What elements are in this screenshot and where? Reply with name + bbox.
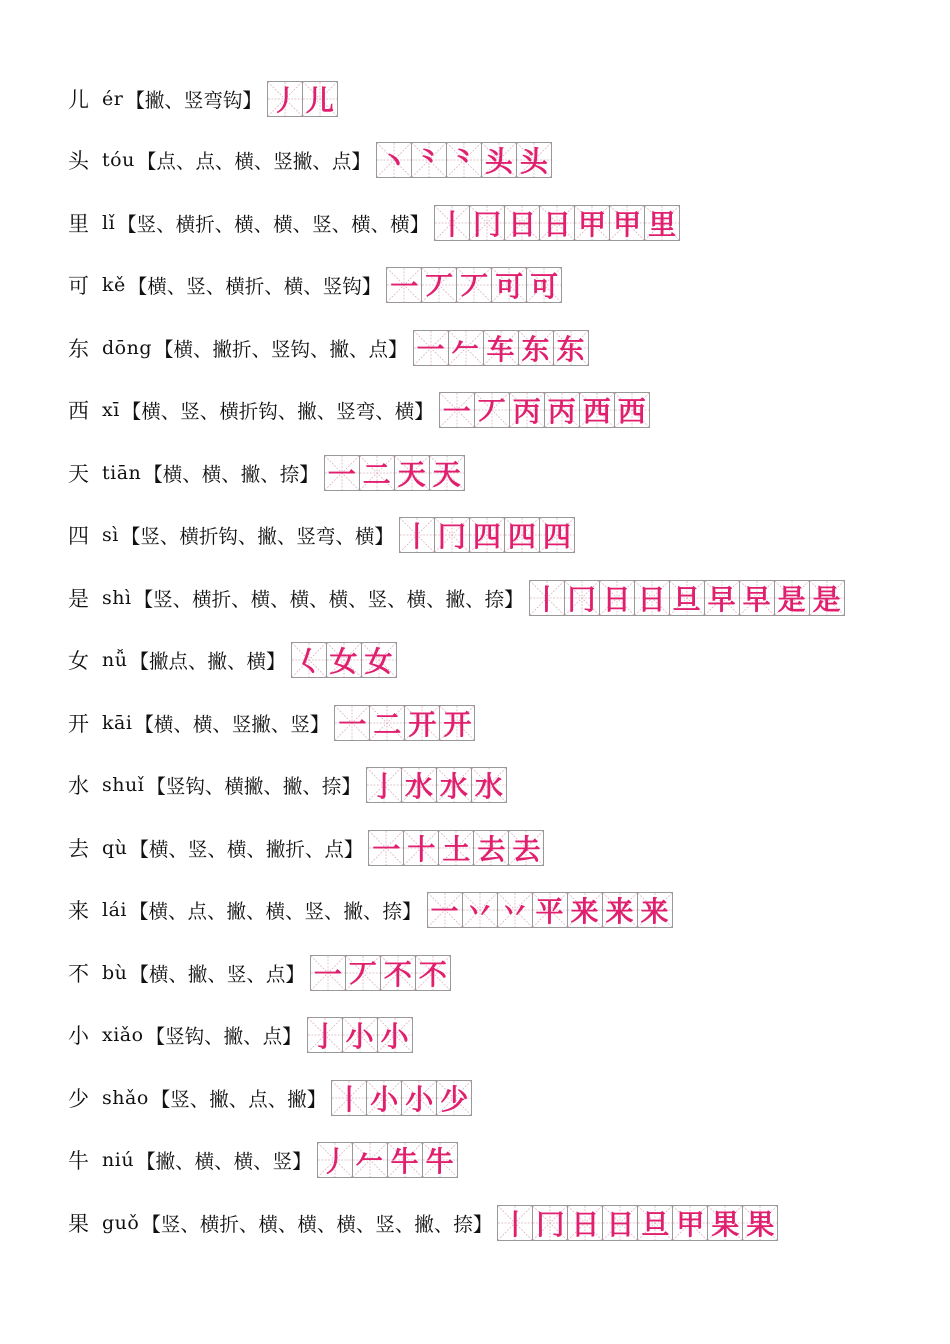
stroke-names: 【竖、横折、横、横、横、竖、撇、捺】 — [141, 1213, 493, 1236]
pinyin: xiǎo — [102, 1024, 144, 1046]
stroke-step-glyph: 丨 — [501, 1208, 530, 1241]
stroke-step-box — [704, 580, 740, 616]
stroke-step-box — [739, 580, 775, 616]
stroke-step-box — [446, 142, 482, 178]
stroke-step-glyph: 甲 — [578, 208, 607, 241]
stroke-step-glyph: 西 — [617, 395, 646, 428]
stroke-step-glyph: 小 — [370, 1083, 399, 1116]
pinyin: guǒ — [102, 1212, 140, 1234]
stroke-step-glyph: 可 — [530, 270, 559, 303]
stroke-step-glyph: 是 — [812, 583, 841, 616]
stroke-step-box — [504, 205, 540, 241]
stroke-step-box — [809, 580, 845, 616]
stroke-names: 【竖、撇、点、撇】 — [150, 1088, 327, 1111]
stroke-step-glyph: 丆 — [460, 270, 489, 303]
stroke-step-glyph: 一 — [390, 270, 419, 303]
stroke-step-box — [345, 955, 381, 991]
stroke-order-grid — [318, 1142, 458, 1178]
stroke-step-box — [359, 455, 395, 491]
stroke-step-box — [369, 705, 405, 741]
stroke-names: 【横、横、撇、捺】 — [143, 463, 319, 486]
stroke-step-glyph: 丿 — [270, 84, 299, 117]
stroke-step-box — [473, 830, 509, 866]
character: 不 — [68, 962, 89, 986]
stroke-step-glyph: 一 — [430, 895, 459, 928]
stroke-step-box — [529, 580, 565, 616]
stroke-step-glyph: 小 — [380, 1020, 409, 1053]
stroke-names: 【撇点、撇、横】 — [129, 650, 286, 673]
stroke-step-glyph: 𠂉 — [451, 333, 480, 366]
stroke-step-box — [491, 267, 527, 303]
character: 西 — [68, 399, 89, 423]
character: 小 — [68, 1024, 89, 1048]
stroke-step-glyph: 开 — [408, 708, 437, 741]
stroke-step-glyph: 亅 — [310, 1020, 339, 1053]
character-row — [68, 80, 338, 118]
stroke-step-glyph: 头 — [484, 145, 513, 178]
stroke-step-box — [456, 267, 492, 303]
stroke-step-box — [567, 892, 603, 928]
stroke-step-glyph: 冂 — [473, 208, 502, 241]
stroke-names: 【撇、横、横、竖】 — [136, 1150, 312, 1173]
character: 东 — [68, 337, 89, 361]
stroke-step-box — [429, 455, 465, 491]
stroke-step-box — [394, 455, 430, 491]
stroke-step-box — [399, 517, 435, 553]
stroke-step-glyph: 一 — [327, 458, 356, 491]
pinyin: qù — [102, 837, 128, 859]
stroke-step-box — [539, 517, 575, 553]
character: 天 — [68, 462, 89, 486]
stroke-step-glyph: 西 — [582, 395, 611, 428]
stroke-step-box — [497, 892, 533, 928]
stroke-step-glyph: 来 — [605, 895, 634, 928]
stroke-step-box — [637, 892, 673, 928]
stroke-step-glyph: 是 — [777, 583, 806, 616]
character-row — [68, 954, 451, 992]
character-row — [68, 204, 680, 242]
stroke-step-glyph: 二 — [373, 708, 402, 741]
stroke-names: 【竖、横折、横、横、竖、横、横】 — [117, 213, 430, 236]
stroke-step-box — [302, 81, 338, 117]
stroke-step-glyph: 丨 — [438, 208, 467, 241]
stroke-step-glyph: 一 — [442, 395, 471, 428]
character-row — [68, 579, 845, 617]
stroke-step-box — [413, 330, 449, 366]
stroke-step-box — [386, 267, 422, 303]
stroke-step-box — [462, 892, 498, 928]
stroke-step-box — [602, 1205, 638, 1241]
stroke-step-glyph: 十 — [407, 833, 436, 866]
character-row — [68, 391, 650, 429]
stroke-step-box — [509, 392, 545, 428]
stroke-step-box — [334, 705, 370, 741]
character: 去 — [68, 837, 89, 861]
stroke-step-glyph: 早 — [742, 583, 771, 616]
stroke-step-box — [602, 892, 638, 928]
stroke-step-glyph: 丨 — [335, 1083, 364, 1116]
stroke-step-glyph: 小 — [345, 1020, 374, 1053]
stroke-step-box — [401, 1080, 437, 1116]
stroke-step-box — [599, 580, 635, 616]
character: 果 — [68, 1212, 89, 1236]
stroke-step-glyph: ⺀ — [449, 145, 478, 178]
stroke-step-box — [497, 1205, 533, 1241]
stroke-step-glyph: 开 — [443, 708, 472, 741]
stroke-step-glyph: 甲 — [676, 1208, 705, 1241]
stroke-step-glyph: 不 — [418, 958, 447, 991]
pinyin: tiān — [102, 462, 142, 484]
stroke-names: 【横、竖、横、撇折、点】 — [129, 838, 364, 861]
stroke-step-glyph: 冂 — [437, 520, 466, 553]
character: 水 — [68, 774, 89, 798]
stroke-step-box — [422, 1142, 458, 1178]
stroke-step-box — [707, 1205, 743, 1241]
pinyin: nǚ — [102, 649, 128, 671]
stroke-order-grid — [440, 392, 650, 428]
stroke-step-box — [436, 1080, 472, 1116]
stroke-step-box — [669, 580, 705, 616]
stroke-step-glyph: 里 — [648, 208, 677, 241]
stroke-step-glyph: 四 — [507, 520, 536, 553]
stroke-step-glyph: 丶 — [379, 145, 408, 178]
stroke-step-glyph: 一 — [416, 333, 445, 366]
stroke-step-glyph: 四 — [542, 520, 571, 553]
character-row — [68, 891, 673, 929]
stroke-names: 【撇、竖弯钩】 — [125, 89, 262, 112]
stroke-step-box — [518, 330, 554, 366]
character-row — [68, 266, 562, 304]
pinyin: niú — [102, 1149, 135, 1171]
stroke-order-grid — [498, 1205, 778, 1241]
stroke-order-grid — [268, 81, 338, 117]
stroke-step-box — [448, 330, 484, 366]
stroke-step-box — [439, 705, 475, 741]
stroke-step-box — [342, 1017, 378, 1053]
stroke-step-box — [324, 455, 360, 491]
stroke-step-box — [614, 392, 650, 428]
stroke-order-grid — [325, 455, 465, 491]
stroke-step-box — [434, 205, 470, 241]
stroke-names: 【横、横、竖撇、竖】 — [134, 713, 330, 736]
stroke-step-box — [672, 1205, 708, 1241]
pinyin: lái — [102, 899, 127, 921]
stroke-step-box — [368, 830, 404, 866]
stroke-step-glyph: 冂 — [536, 1208, 565, 1241]
stroke-step-box — [481, 142, 517, 178]
stroke-order-grid — [435, 205, 680, 241]
stroke-step-glyph: 丨 — [532, 583, 561, 616]
stroke-step-box — [326, 642, 362, 678]
stroke-step-box — [474, 392, 510, 428]
stroke-step-box — [574, 205, 610, 241]
pinyin: shǎo — [102, 1087, 149, 1109]
character: 儿 — [68, 88, 89, 112]
stroke-step-glyph: 旦 — [641, 1208, 670, 1241]
stroke-step-box — [439, 392, 475, 428]
pinyin: shì — [102, 587, 132, 609]
stroke-step-glyph: 丆 — [348, 958, 377, 991]
pinyin: bù — [102, 962, 128, 984]
stroke-step-box — [366, 1080, 402, 1116]
stroke-step-box — [411, 142, 447, 178]
stroke-step-box — [532, 892, 568, 928]
stroke-step-glyph: 日 — [508, 208, 537, 241]
stroke-step-glyph: 土 — [442, 833, 471, 866]
stroke-step-box — [434, 517, 470, 553]
stroke-step-glyph: 一 — [338, 708, 367, 741]
character-row — [68, 1079, 472, 1117]
stroke-step-glyph: 一 — [372, 833, 401, 866]
stroke-step-box — [380, 955, 416, 991]
stroke-step-glyph: 少 — [440, 1083, 469, 1116]
stroke-step-box — [609, 205, 645, 241]
character-row — [68, 454, 465, 492]
stroke-order-grid — [428, 892, 673, 928]
stroke-step-glyph: 日 — [637, 583, 666, 616]
stroke-step-glyph: 冂 — [567, 583, 596, 616]
character: 牛 — [68, 1149, 89, 1173]
stroke-step-glyph: 东 — [556, 333, 585, 366]
stroke-names: 【横、竖、横折钩、撇、竖弯、横】 — [121, 400, 434, 423]
stroke-names: 【横、撇折、竖钩、撇、点】 — [154, 338, 408, 361]
character: 四 — [68, 524, 89, 548]
stroke-step-glyph: 小 — [405, 1083, 434, 1116]
stroke-step-box — [376, 142, 412, 178]
stroke-step-glyph: 天 — [397, 458, 426, 491]
character: 是 — [68, 587, 89, 611]
stroke-step-box — [774, 580, 810, 616]
stroke-step-glyph: 丆 — [425, 270, 454, 303]
stroke-order-grid — [377, 142, 552, 178]
stroke-step-glyph: 水 — [404, 770, 433, 803]
stroke-step-box — [526, 267, 562, 303]
stroke-step-glyph: 丷 — [500, 895, 529, 928]
stroke-step-glyph: 可 — [495, 270, 524, 303]
stroke-order-grid — [311, 955, 451, 991]
pinyin: ér — [102, 88, 124, 110]
stroke-step-glyph: 来 — [570, 895, 599, 928]
stroke-names: 【竖钩、横撇、撇、捺】 — [146, 775, 361, 798]
stroke-step-box — [438, 830, 474, 866]
stroke-order-grid — [530, 580, 845, 616]
stroke-step-glyph: 二 — [362, 458, 391, 491]
stroke-step-box — [644, 205, 680, 241]
stroke-step-glyph: 亅 — [369, 770, 398, 803]
stroke-step-box — [436, 767, 472, 803]
stroke-step-box — [403, 830, 439, 866]
stroke-step-box — [544, 392, 580, 428]
stroke-order-grid — [369, 830, 544, 866]
character-row — [68, 516, 575, 554]
stroke-step-box — [317, 1142, 353, 1178]
character-row — [68, 1016, 413, 1054]
stroke-step-glyph: 日 — [571, 1208, 600, 1241]
character: 少 — [68, 1087, 89, 1111]
stroke-step-box — [637, 1205, 673, 1241]
stroke-step-box — [553, 330, 589, 366]
character: 里 — [68, 212, 89, 236]
stroke-step-box — [307, 1017, 343, 1053]
stroke-step-glyph: 果 — [711, 1208, 740, 1241]
stroke-order-grid — [332, 1080, 472, 1116]
stroke-step-glyph: 水 — [474, 770, 503, 803]
stroke-step-glyph: 日 — [543, 208, 572, 241]
stroke-step-glyph: 头 — [519, 145, 548, 178]
stroke-step-box — [539, 205, 575, 241]
stroke-names: 【点、点、横、竖撇、点】 — [136, 150, 371, 173]
stroke-step-glyph: 女 — [364, 645, 393, 678]
character: 头 — [68, 149, 89, 173]
stroke-step-box — [377, 1017, 413, 1053]
stroke-step-glyph: 旦 — [672, 583, 701, 616]
stroke-step-box — [471, 767, 507, 803]
character: 女 — [68, 649, 89, 673]
stroke-step-box — [310, 955, 346, 991]
stroke-step-glyph: 丨 — [402, 520, 431, 553]
stroke-step-glyph: 女 — [329, 645, 358, 678]
stroke-step-box — [579, 392, 615, 428]
character-row — [68, 641, 397, 679]
stroke-step-box — [742, 1205, 778, 1241]
stroke-order-grid — [335, 705, 475, 741]
stroke-step-box — [427, 892, 463, 928]
stroke-step-glyph: ⺀ — [414, 145, 443, 178]
stroke-step-box — [366, 767, 402, 803]
stroke-names: 【横、竖、横折、横、竖钩】 — [127, 275, 382, 298]
stroke-step-glyph: 儿 — [305, 84, 334, 117]
stroke-step-glyph: 甲 — [613, 208, 642, 241]
stroke-step-box — [567, 1205, 603, 1241]
stroke-step-box — [361, 642, 397, 678]
pinyin: lǐ — [102, 212, 116, 234]
pinyin: shuǐ — [102, 774, 145, 796]
stroke-step-box — [267, 81, 303, 117]
stroke-order-grid — [367, 767, 507, 803]
stroke-step-box — [415, 955, 451, 991]
stroke-order-grid — [414, 330, 589, 366]
stroke-step-box — [404, 705, 440, 741]
stroke-step-glyph: 车 — [486, 333, 515, 366]
stroke-step-glyph: 去 — [512, 833, 541, 866]
stroke-step-glyph: 𡿨 — [294, 645, 323, 678]
character-row — [68, 141, 552, 179]
stroke-step-box — [516, 142, 552, 178]
stroke-step-glyph: 来 — [640, 895, 669, 928]
stroke-step-box — [401, 767, 437, 803]
stroke-step-glyph: 牛 — [425, 1145, 454, 1178]
stroke-step-glyph: 丿 — [320, 1145, 349, 1178]
stroke-step-glyph: 不 — [383, 958, 412, 991]
stroke-step-glyph: 一 — [313, 958, 342, 991]
character-row — [68, 704, 475, 742]
character-row — [68, 1141, 458, 1179]
stroke-step-glyph: 丷 — [465, 895, 494, 928]
stroke-order-grid — [387, 267, 562, 303]
stroke-step-glyph: 果 — [746, 1208, 775, 1241]
character: 来 — [68, 899, 89, 923]
stroke-step-box — [504, 517, 540, 553]
character-row — [68, 329, 589, 367]
stroke-names: 【横、点、撇、横、竖、撇、捺】 — [128, 900, 422, 923]
stroke-step-glyph: 𠂉 — [355, 1145, 384, 1178]
stroke-names: 【竖、横折、横、横、横、竖、横、撇、捺】 — [133, 588, 524, 611]
stroke-step-box — [387, 1142, 423, 1178]
character: 可 — [68, 274, 89, 298]
stroke-step-box — [331, 1080, 367, 1116]
stroke-order-grid — [400, 517, 575, 553]
stroke-step-glyph: 东 — [521, 333, 550, 366]
pinyin: kě — [102, 274, 126, 296]
stroke-order-grid — [292, 642, 397, 678]
stroke-step-box — [291, 642, 327, 678]
stroke-step-glyph: 日 — [606, 1208, 635, 1241]
stroke-step-box — [469, 517, 505, 553]
character-row — [68, 1204, 778, 1242]
stroke-order-grid — [308, 1017, 413, 1053]
stroke-step-glyph: 去 — [477, 833, 506, 866]
stroke-step-glyph: 天 — [432, 458, 461, 491]
stroke-step-glyph: 丆 — [477, 395, 506, 428]
stroke-step-glyph: 早 — [707, 583, 736, 616]
pinyin: sì — [102, 524, 119, 546]
character-row — [68, 829, 544, 867]
stroke-step-box — [564, 580, 600, 616]
stroke-step-glyph: 水 — [439, 770, 468, 803]
stroke-names: 【横、撇、竖、点】 — [129, 963, 305, 986]
stroke-step-glyph: 日 — [602, 583, 631, 616]
stroke-step-box — [469, 205, 505, 241]
pinyin: tóu — [102, 149, 135, 171]
pinyin: kāi — [102, 712, 133, 734]
stroke-step-glyph: 四 — [472, 520, 501, 553]
stroke-names: 【竖钩、撇、点】 — [145, 1025, 302, 1048]
stroke-step-glyph: 丙 — [512, 395, 541, 428]
stroke-step-box — [508, 830, 544, 866]
stroke-step-box — [532, 1205, 568, 1241]
stroke-step-box — [483, 330, 519, 366]
character-row — [68, 766, 507, 804]
stroke-names: 【竖、横折钩、撇、竖弯、横】 — [120, 525, 394, 548]
stroke-step-glyph: 丙 — [547, 395, 576, 428]
stroke-step-glyph: 平 — [535, 895, 564, 928]
pinyin: xī — [102, 399, 120, 421]
character: 开 — [68, 712, 89, 736]
stroke-step-glyph: 牛 — [390, 1145, 419, 1178]
stroke-step-box — [634, 580, 670, 616]
stroke-step-box — [421, 267, 457, 303]
pinyin: dōng — [102, 337, 153, 359]
stroke-step-box — [352, 1142, 388, 1178]
